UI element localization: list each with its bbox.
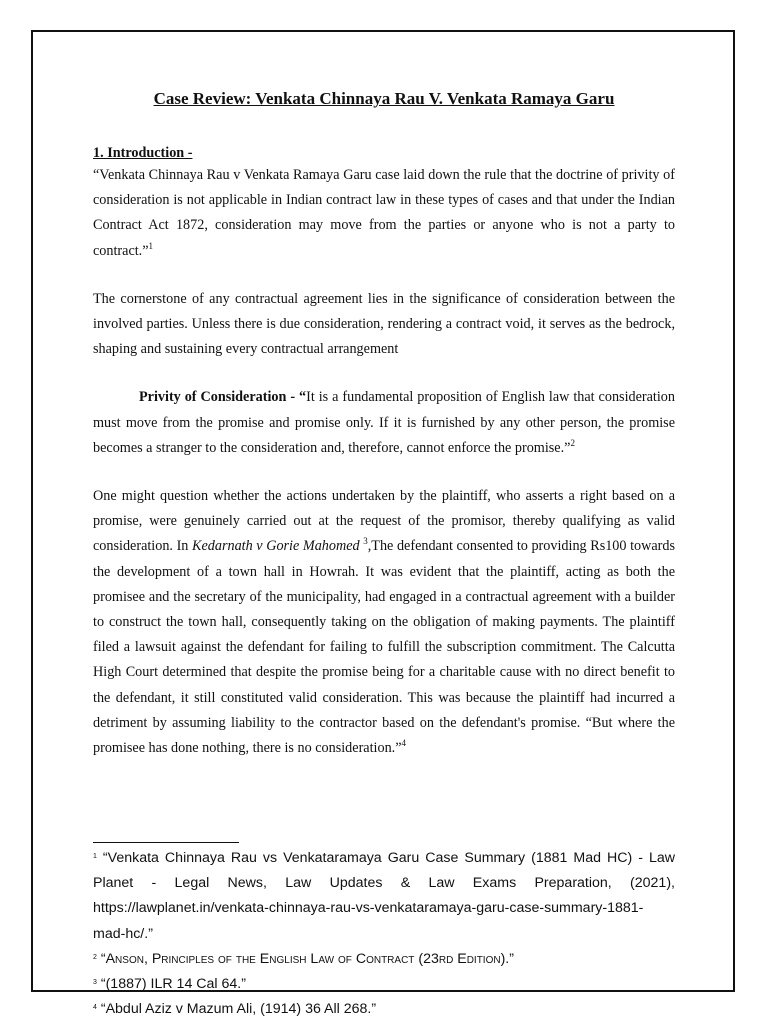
footnote-3 [93,972,675,997]
footnote-text: “Anson, Principles of the English Law of Contract (23rd Edition).” [100,950,514,967]
footnote-2 [93,947,675,972]
document-title: Case Review: Venkata Chinnaya Rau V. Venkata Ramaya Garu [153,89,615,108]
paragraph-text: ,The defendant consented to providing Rs100 towards the development of a town hall in Howrah. It was evident that the plaintiff, acting as both the promisee and the secretary of the municipality, had engaged in a contractual agreement with a builder to construct the town hall, consequently taking on the obligation of making payments. The plaintiff filed a lawsuit against the defendant for failing to fulfill the subscription commitment. The Calcutta High Court determined that despite the promise being for a charitable cause with no direct benefit to the defendant, it still constituted valid consideration. This was because the plaintiff had incurred a detriment by assuming liability to the contractor based on the defendant's promise. “But where the promisee has done nothing, there is no consideration.” [93,538,676,757]
paragraph-text: One might question whether the actions undertaken by the plaintiff, who asserts a right based on a promise, were genuinely carried out at the request of the promisor, thereby qualifying as valid consideration. In [93,488,675,555]
case-name: Kedarnath v Gorie Mahomed [192,538,360,555]
footnote-separator [93,842,239,843]
paragraph-text: “Venkata Chinnaya Rau v Venkata Ramaya Garu case laid down the rule that the doctrine of privity of consideration is not applicable in Indian contract law in these types of cases and that under the Indian Contract Act 1872, consideration may move from the parties or anyone who is not a party to contract.” [93,167,675,259]
footnote-4 [93,997,675,1022]
paragraph-text: It is a fundamental proposition of English law that consideration must move from the promise and promise only. If it is furnished by any other person, the promise becomes a stranger to the consideration and, therefore, cannot enforce the promise.” [93,389,675,456]
footnote-1 [93,846,675,947]
paragraph-intro-quote [93,163,675,264]
footnote-ref: 4 [401,738,407,749]
footnote-ref: 1 [148,240,154,251]
footnotes [93,846,675,1022]
privity-lead: Privity of Consideration - “ [139,389,307,406]
paragraph-cornerstone: The cornerstone of any contractual agreement lies in the significance of consideration between the involved parties. Unless there is due consideration, rendering a contract void, it serves as the bedrock, shaping and sustaining every contractual arrangement [93,290,675,358]
footnote-text: “Venkata Chinnaya Rau vs Venkataramaya Garu Case Summary (1881 Mad HC) - Law Planet - Legal News, Law Updates & Law Exams Preparation, (2021), https://lawplanet.in/venkata-chinnaya-rau-vs-venkataramaya-garu-case-summary-1881-mad-hc/.” [93,850,675,942]
footnote-ref: 2 [570,437,575,448]
footnote-number: 3 [93,979,97,987]
footnote-number: 2 [93,953,97,961]
footnote-ref: 3 [363,536,368,547]
footnote-number: 1 [93,853,97,860]
footnote-text: “Abdul Aziz v Mazum Ali, (1914) 36 All 268.” [100,1001,377,1018]
section-heading-introduction: 1. Introduction - [93,145,193,161]
paragraph-kedarnath [93,484,675,761]
paragraph-privity [93,385,675,461]
footnote-number: 4 [93,1004,97,1012]
footnote-text: “(1887) ILR 14 Cal 64.” [100,976,246,993]
document-body [93,88,675,761]
